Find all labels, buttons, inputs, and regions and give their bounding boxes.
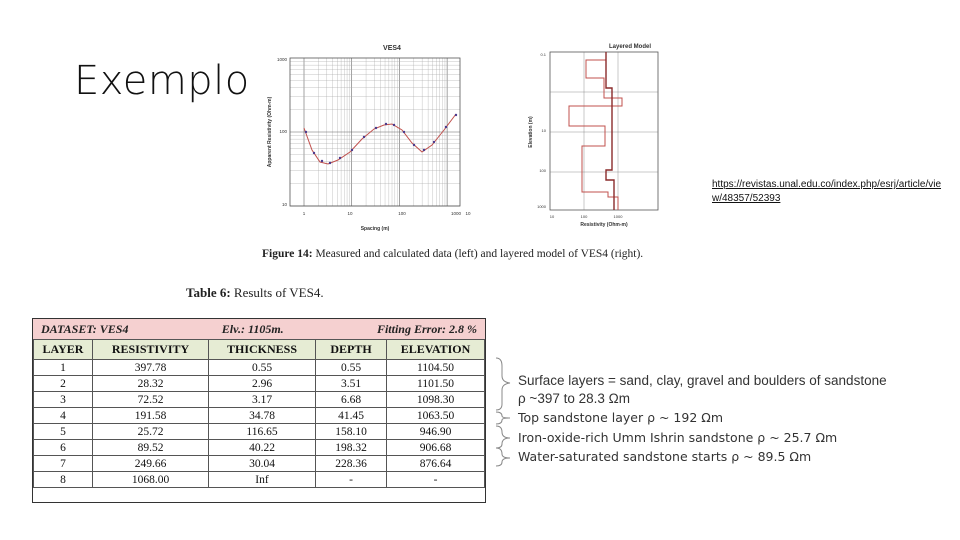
table-cell: 89.52 [93, 440, 209, 456]
layer-model-fill [606, 52, 614, 210]
figure-caption-prefix: Figure 14: [262, 248, 313, 260]
layer-ytick-1000: 1000 [537, 204, 546, 209]
table-cell: 1098.30 [387, 392, 485, 408]
layer-plot-frame [550, 52, 658, 210]
note-surface-layers: Surface layers = sand, clay, gravel and boulders of sandstone ρ ~397 to 28.3 Ωm [518, 373, 887, 406]
table-cell: 40.22 [209, 440, 316, 456]
layer-xlabel: Resistivity (Ohm-m) [580, 222, 628, 228]
table-row [34, 424, 485, 440]
col-resistivity: RESISTIVITY [93, 340, 209, 360]
note-top-sandstone: Top sandstone layer ρ ~ 192 Ωm [518, 410, 723, 425]
table-cell: 25.72 [93, 424, 209, 440]
ves-xlabel: Spacing (m) [360, 226, 390, 232]
elevation-label: Elv.: 1105m. [221, 321, 284, 336]
table-cell: 28.32 [93, 376, 209, 392]
layer-chart [522, 40, 672, 230]
bracket-iron-oxide [496, 426, 510, 448]
layer-ytick-10: 10 [541, 128, 546, 133]
col-thickness: THICKNESS [209, 340, 316, 360]
table-cell: 30.04 [209, 456, 316, 472]
note-water-saturated: Water-saturated sandstone starts ρ ~ 89.5 Ωm [518, 449, 812, 464]
ves-chart-title: VES4 [383, 45, 401, 52]
ves-ytick-1000: 1000 [276, 57, 287, 62]
table-cell: 3 [34, 392, 93, 408]
table-row [34, 392, 485, 408]
layer-ytick-100: 100 [539, 168, 546, 173]
ves-chart [262, 40, 472, 240]
table-row [34, 472, 485, 488]
table-cell: 191.58 [93, 408, 209, 424]
table-cell: 41.45 [316, 408, 387, 424]
results-grid [33, 339, 485, 488]
table-cell: 5 [34, 424, 93, 440]
results-table [32, 318, 486, 503]
bracket-surface [496, 358, 510, 410]
table-cell: 198.32 [316, 440, 387, 456]
table-cell: 6 [34, 440, 93, 456]
ves-ytick-100: 100 [279, 129, 287, 134]
layer-xtick-100: 100 [580, 214, 588, 219]
note-brackets [486, 356, 518, 471]
table-cell: 8 [34, 472, 93, 488]
layer-ylabel: Elevation (m) [528, 116, 534, 148]
col-depth: DEPTH [316, 340, 387, 360]
table-caption-text: Results of VES4. [230, 285, 324, 300]
figure-caption [262, 248, 643, 260]
layer-chart-title: Layered Model [608, 44, 652, 50]
table-row [34, 376, 485, 392]
slide-title: Exemplo [74, 58, 250, 104]
note-iron-oxide: Iron-oxide-rich Umm Ishrin sandstone ρ ~ 25.7 Ωm [518, 429, 838, 445]
table-row [34, 456, 485, 472]
table-cell: 158.10 [316, 424, 387, 440]
layer-grid [550, 52, 658, 210]
table-cell: 34.78 [209, 408, 316, 424]
ves-xtick-1000: 1000 [450, 211, 462, 216]
fitting-error-label: Fitting Error: 2.8 % [376, 321, 477, 336]
table-cell: 2.96 [209, 376, 316, 392]
table-row [34, 440, 485, 456]
table-cell: 1101.50 [387, 376, 485, 392]
ves-ytick-10: 10 [281, 202, 287, 207]
table-caption [186, 285, 324, 301]
interpretation-notes [518, 372, 898, 467]
column-header-row [34, 340, 485, 360]
table-cell: 906.68 [387, 440, 485, 456]
bracket-water [496, 448, 510, 466]
ves-ylabel: Apparent Resistivity (Ohm-m) [267, 96, 273, 168]
table-cell: - [387, 472, 485, 488]
table-cell: 946.90 [387, 424, 485, 440]
ves-xtick-10b: 10 [465, 211, 471, 216]
table-row [34, 360, 485, 376]
table-cell: 876.64 [387, 456, 485, 472]
layer-xtick-1000: 1000 [613, 214, 623, 219]
table-row [34, 408, 485, 424]
table-cell: Inf [209, 472, 316, 488]
ves-grid [290, 58, 460, 206]
bracket-top-sandstone [496, 412, 510, 424]
layer-ytick-01: 0.1 [540, 52, 546, 57]
figure-caption-text: Measured and calculated data (left) and layered model of VES4 (right). [312, 248, 644, 260]
table-cell: 249.66 [93, 456, 209, 472]
col-layer: LAYER [34, 340, 93, 360]
table-cell: 1 [34, 360, 93, 376]
table-cell: 1068.00 [93, 472, 209, 488]
dataset-label: DATASET: VES4 [41, 321, 129, 336]
table-cell: 72.52 [93, 392, 209, 408]
table-caption-prefix: Table 6: [186, 285, 231, 300]
table-cell: 228.36 [316, 456, 387, 472]
table-cell: 116.65 [209, 424, 316, 440]
table-cell: 0.55 [209, 360, 316, 376]
table-cell: 3.51 [316, 376, 387, 392]
table-header-bar [33, 319, 485, 339]
table-cell: 7 [34, 456, 93, 472]
table-cell: 1063.50 [387, 408, 485, 424]
table-cell: 4 [34, 408, 93, 424]
table-cell: 6.68 [316, 392, 387, 408]
table-cell: 0.55 [316, 360, 387, 376]
layer-xtick-10: 10 [549, 214, 555, 219]
table-cell: 3.17 [209, 392, 316, 408]
table-cell: - [316, 472, 387, 488]
source-link[interactable]: https://revistas.unal.edu.co/index.php/esrj/article/view/48357/52393 [712, 179, 942, 204]
ves-xtick-1: 1 [302, 211, 306, 216]
table-cell: 397.78 [93, 360, 209, 376]
ves-xtick-100: 100 [398, 211, 406, 216]
table-cell: 2 [34, 376, 93, 392]
col-elevation: ELEVATION [387, 340, 485, 360]
ves-xtick-10: 10 [347, 211, 353, 216]
table-cell: 1104.50 [387, 360, 485, 376]
